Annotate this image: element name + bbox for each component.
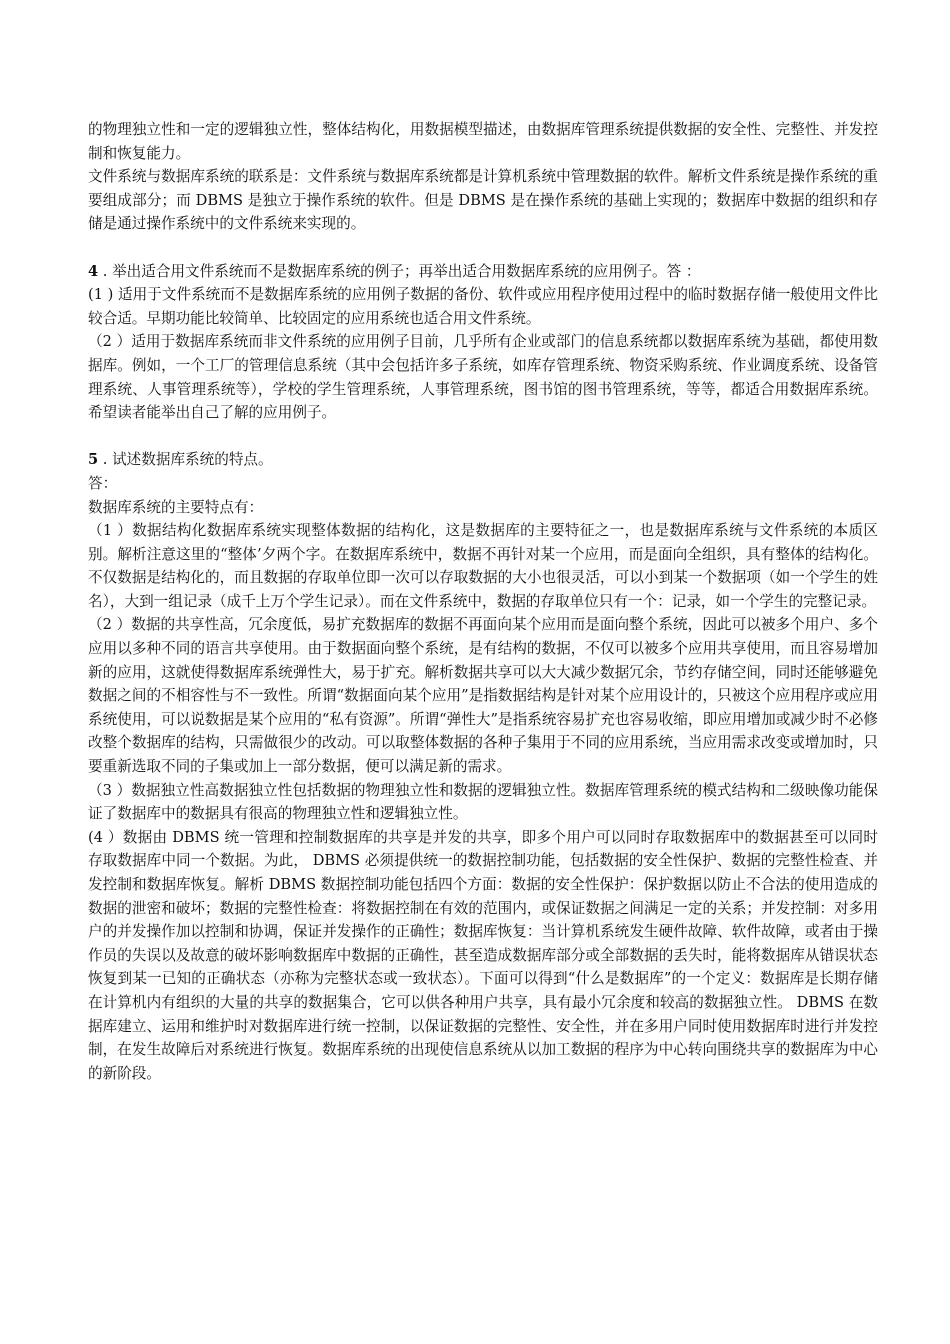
question-5-intro: 数据库系统的主要特点有：	[88, 498, 264, 516]
question-4-answer-1: (1 ) 适用于文件系统而不是数据库系统的应用例子数据的备份、软件或应用程序使用过程中的临时数据存储一般使用文件比较合适。早期功能比较简单、比较固定的应用系统也适合用文件系统。	[88, 286, 878, 327]
question-5-answer-4: (4 ）数据由 DBMS 统一管理和控制数据库的共享是并发的共享，即多个用户可以同时存取数据库中的数据甚至可以同时存取数据库中同一个数据。为此， DBMS 必须提供统一的数据控制功能，包括数据的安全性保护、数据的完整性检查、并发控制和数据库恢复。解析 DBMS 数据控制功能包括四个方面：数据的安全性保护：保护数据以防止不合法的使用造成的数据的泄密和破坏；数据的完整性检查：将数据控制在有效的范围内，或保证数据之间满足一定的关系；并发控制：对多用户的并发操作加以控制和协调，保证并发操作的正确性；数据库恢复：当计算机系统发生硬件故障、软件故障，或者由于操作员的失误以及故意的破坏影响数据库中数据的正确性，甚至造成数据库部分或全部数据的丢失时，能将数据库从错误状态恢复到某一已知的正确状态（亦称为完整状态或一致状态）。下面可以得到“什么是数据库”的一个定义：数据库是长期存储在计算机内有组织的大量的共享的数据集合，它可以供各种用户共享，具有最小冗余度和较高的数据独立性。 DBMS 在数据库建立、运用和维护时对数据库进行统一控制，以保证数据的完整性、安全性，并在多用户同时使用数据库时进行并发控制，在发生故障后对系统进行恢复。数据库系统的出现使信息系统从以加工数据的程序为中心转向围绕共享的数据库为中心的新阶段。	[88, 828, 878, 1082]
question-5-number: 5	[88, 451, 99, 469]
section3-paragraph-1: 的物理独立性和一定的逻辑独立性，整体结构化，用数据模型描述，由数据库管理系统提供数据的安全性、完整性、并发控制和恢复能力。	[88, 121, 878, 162]
question-4-answer-2: （2 ）适用于数据库系统而非文件系统的应用例子目前，几乎所有企业或部门的信息系统都以数据库系统为基础，都使用数据库。例如，一个工厂的管理信息系统（其中会包括许多子系统，如库存管理系统、物资采购系统、作业调度系统、设备管理系统、人事管理系统等），学校的学生管理系统，人事管理系统，图书馆的图书管理系统，等等，都适合用数据库系统。希望读者能举出自己了解的应用例子。	[88, 333, 878, 422]
question-5-answer-1: （1 ）数据结构化数据库系统实现整体数据的结构化，这是数据库的主要特征之一，也是数据库系统与文件系统的本质区别。解析注意这里的“整体’夕两个字。在数据库系统中，数据不再针对某一个应用，而是面向全组织，具有整体的结构化。不仅数据是结构化的，而且数据的存取单位即一次可以存取数据的大小也很灵活，可以小到某一个数据项（如一个学生的姓名），大到一组记录（成千上万个学生记录）。而在文件系统中，数据的存取单位只有一个：记录，如一个学生的完整记录。	[88, 522, 878, 610]
document-page	[88, 118, 878, 1085]
spacer	[88, 236, 878, 260]
question-5-answer-label: 答：	[88, 474, 118, 492]
question-4-number: 4	[88, 262, 99, 280]
question-4-text: . 举出适合用文件系统而不是数据库系统的例子；再举出适合用数据库系统的应用例子。答 ：	[98, 262, 701, 280]
question-4	[88, 260, 878, 284]
spacer	[88, 425, 878, 449]
question-5	[88, 448, 878, 472]
question-5-text: . 试述数据库系统的特点。	[98, 451, 273, 469]
section3-paragraph-2: 文件系统与数据库系统的联系是：文件系统与数据库系统都是计算机系统中管理数据的软件。解析文件系统是操作系统的重要组成部分；而 DBMS 是独立于操作系统的软件。但是 DBMS 是在操作系统的基础上实现的；数据库中数据的组织和存储是通过操作系统中的文件系统来实现的。	[88, 168, 878, 233]
question-5-answer-2: （2 ）数据的共享性高，冗余度低，易扩充数据库的数据不再面向某个应用而是面向整个系统，因此可以被多个用户、多个应用以多种不同的语言共享使用。由于数据面向整个系统，是有结构的数据，不仅可以被多个应用共享使用，而且容易增加新的应用，这就使得数据库系统弹性大，易于扩充。解析数据共享可以大大减少数据冗余，节约存储空间，同时还能够避免数据之间的不相容性与不一致性。所谓“数据面向某个应用”是指数据结构是针对某个应用设计的，只被这个应用程序或应用系统使用，可以说数据是某个应用的“私有资源”。所谓“弹性大”是指系统容易扩充也容易收缩，即应用增加或减少时不必修改整个数据库的结构，只需做很少的改动。可以取整体数据的各种子集用于不同的应用系统，当应用需求改变或增加时，只要重新选取不同的子集或加上一部分数据，便可以满足新的需求。	[88, 616, 878, 776]
question-5-answer-3: （3 ）数据独立性高数据独立性包括数据的物理独立性和数据的逻辑独立性。数据库管理系统的模式结构和二级映像功能保证了数据库中的数据具有很高的物理独立性和逻辑独立性。	[88, 781, 878, 823]
